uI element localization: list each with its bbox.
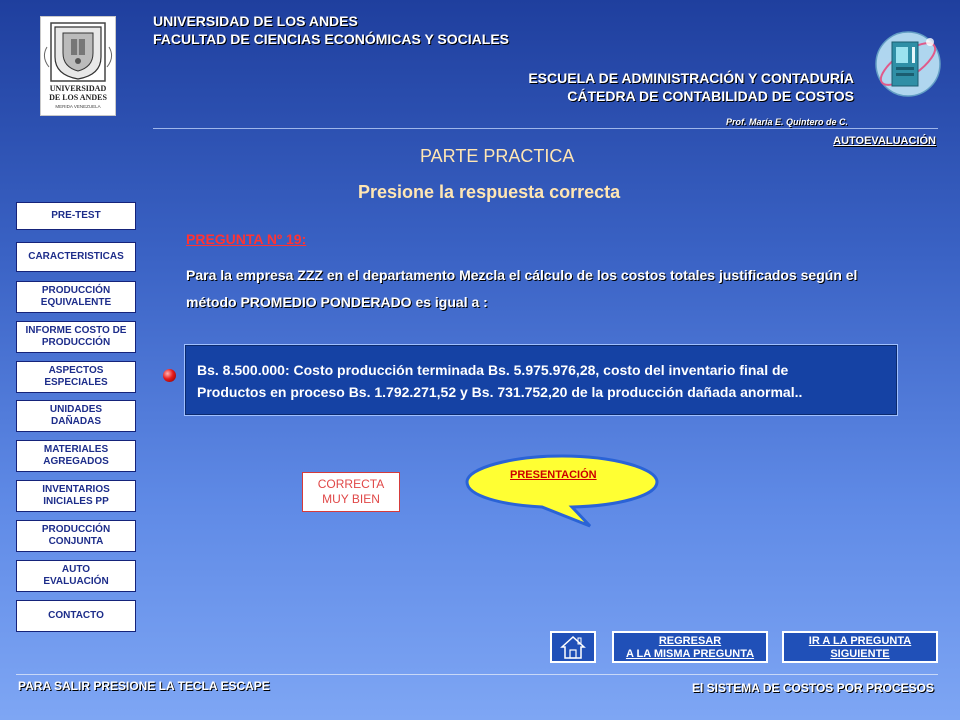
sidebar-item-materiales-agregados[interactable]: MATERIALES AGREGADOS bbox=[16, 440, 136, 472]
presentation-link[interactable]: PRESENTACIÓN bbox=[510, 469, 597, 481]
institution-header bbox=[153, 12, 509, 48]
self-evaluation-link[interactable]: AUTOEVALUACIÓN bbox=[833, 135, 936, 147]
sidebar-item-caracteristicas[interactable]: CARACTERISTICAS bbox=[16, 242, 136, 272]
next-question-button[interactable] bbox=[782, 631, 938, 663]
next-button-line-1: IR A LA PREGUNTA bbox=[808, 635, 912, 647]
svg-text:UNIVERSIDAD: UNIVERSIDAD bbox=[49, 84, 107, 93]
svg-text:DE LOS ANDES: DE LOS ANDES bbox=[49, 93, 107, 102]
svg-text:MERIDA VENEZUELA: MERIDA VENEZUELA bbox=[55, 104, 101, 109]
answer-line-2: Productos en proceso Bs. 1.792.271,52 y Bs. 731.752,20 de la producción dañada anormal.. bbox=[197, 384, 803, 400]
home-icon bbox=[552, 633, 594, 661]
university-logo bbox=[40, 16, 116, 116]
university-seal-icon bbox=[41, 17, 115, 115]
computer-globe-icon bbox=[872, 22, 944, 108]
back-button-line-1: REGRESAR bbox=[658, 635, 722, 647]
presentation-bubble[interactable] bbox=[462, 452, 662, 532]
system-name: El SISTEMA DE COSTOS POR PROCESOS bbox=[691, 681, 934, 695]
answer-line-1: Bs. 8.500.000: Costo producción terminada Bs. 5.975.976,28, costo del inventario final de bbox=[197, 362, 789, 378]
sidebar-item-pre-test[interactable]: PRE-TEST bbox=[16, 202, 136, 230]
answer-option[interactable] bbox=[184, 344, 898, 416]
answer-text bbox=[197, 359, 897, 403]
chair-name: CÁTEDRA DE CONTABILIDAD DE COSTOS bbox=[567, 88, 854, 104]
home-button[interactable] bbox=[550, 631, 596, 663]
page-subtitle: Presione la respuesta correcta bbox=[358, 182, 621, 202]
back-same-question-button[interactable] bbox=[612, 631, 768, 663]
red-bullet-icon bbox=[163, 369, 176, 382]
sidebar-item-inventarios-iniciales[interactable]: INVENTARIOS INICIALES PP bbox=[16, 480, 136, 512]
sidebar-item-produccion-conjunta[interactable]: PRODUCCIÓN CONJUNTA bbox=[16, 520, 136, 552]
exit-instructions: PARA SALIR PRESIONE LA TECLA ESCAPE bbox=[18, 679, 270, 693]
feedback-line-1: CORRECTA bbox=[317, 477, 385, 491]
next-button-line-2: SIGUIENTE bbox=[830, 648, 890, 660]
question-text: Para la empresa ZZZ en el departamento Mezcla el cálculo de los costos totales justificados según el método PROMEDIO PONDERADO es igual a : bbox=[186, 267, 858, 310]
feedback-line-2: MUY BIEN bbox=[322, 492, 380, 506]
school-header bbox=[528, 69, 854, 105]
sidebar-item-contacto[interactable]: CONTACTO bbox=[16, 600, 136, 632]
question-label: PREGUNTA Nº 19: bbox=[186, 231, 307, 247]
school-name: ESCUELA DE ADMINISTRACIÓN Y CONTADURÍA bbox=[528, 70, 854, 86]
sidebar-item-informe-costo[interactable]: INFORME COSTO DE PRODUCCIÓN bbox=[16, 321, 136, 353]
page-title: PARTE PRACTICA bbox=[420, 146, 575, 166]
sidebar-item-produccion-equivalente[interactable]: PRODUCCIÓN EQUIVALENTE bbox=[16, 281, 136, 313]
professor-name: Prof. María E. Quintero de C. bbox=[725, 117, 848, 127]
sidebar-item-aspectos-especiales[interactable]: ASPECTOS ESPECIALES bbox=[16, 361, 136, 393]
sidebar-item-auto-evaluacion[interactable]: AUTO EVALUACIÓN bbox=[16, 560, 136, 592]
university-name: UNIVERSIDAD DE LOS ANDES bbox=[153, 13, 358, 29]
header-divider bbox=[153, 128, 938, 129]
feedback-box bbox=[302, 472, 400, 512]
sidebar-item-unidades-danadas[interactable]: UNIDADES DAÑADAS bbox=[16, 400, 136, 432]
footer-divider bbox=[16, 674, 938, 675]
back-button-line-2: A LA MISMA PREGUNTA bbox=[625, 648, 755, 660]
faculty-name: FACULTAD DE CIENCIAS ECONÓMICAS Y SOCIALES bbox=[153, 31, 509, 47]
